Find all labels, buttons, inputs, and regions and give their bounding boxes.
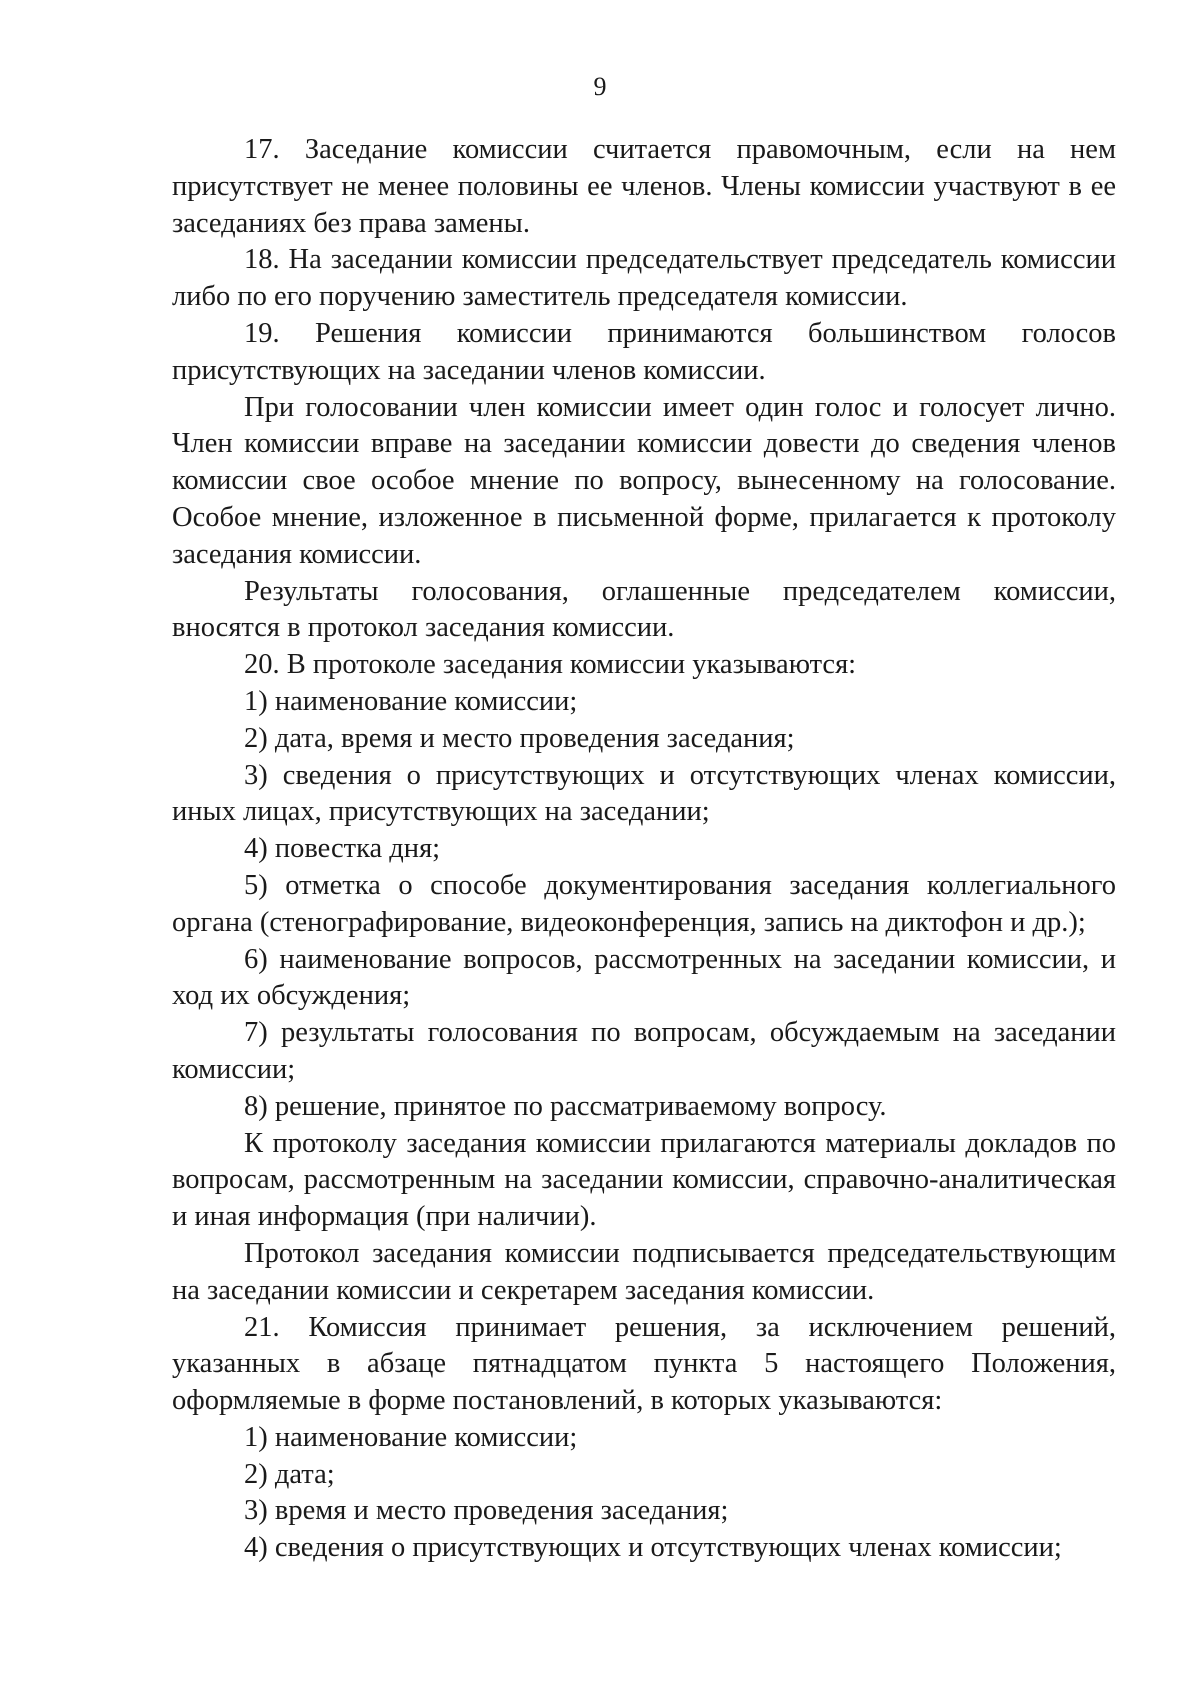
- page-number: 9: [593, 72, 607, 101]
- list-item: 3) время и место проведения заседания;: [244, 1495, 729, 1527]
- list-item: 1) наименование комиссии;: [244, 685, 578, 717]
- paragraph-17: 17. Заседание комиссии считается правомочным, если на нем присутствует не менее половины ее членов. Члены комиссии участвуют в ее заседаниях без права замены.: [172, 134, 1116, 239]
- list-item: 3) сведения о присутствующих и отсутствующих членах комиссии, иных лицах, присутствующих на заседании;: [172, 759, 1116, 828]
- paragraph-voting-results: Результаты голосования, оглашенные председателем комиссии, вносятся в протокол заседания комиссии.: [172, 575, 1116, 644]
- list-item: 5) отметка о способе документирования заседания коллегиального органа (стенографирование, видеоконференция, запись на диктофон и др.);: [172, 869, 1116, 938]
- list-item: 6) наименование вопросов, рассмотренных на заседании комиссии, и ход их обсуждения;: [172, 943, 1116, 1012]
- paragraph-19: 19. Решения комиссии принимаются большинством голосов присутствующих на заседании членов комиссии.: [172, 317, 1116, 386]
- paragraph-20: 20. В протоколе заседания комиссии указываются:: [244, 649, 857, 681]
- paragraph-21: 21. Комиссия принимает решения, за исключением решений, указанных в абзаце пятнадцатом пункта 5 настоящего Положения, оформляемые в форме постановлений, в которых указываются:: [172, 1311, 1116, 1417]
- list-item: 4) повестка дня;: [244, 833, 441, 865]
- paragraph-protocol-attachments: К протоколу заседания комиссии прилагаются материалы докладов по вопросам, рассмотренным на заседании комиссии, справочно-аналитическая и иная информация (при наличии).: [172, 1127, 1116, 1233]
- list-item: 7) результаты голосования по вопросам, обсуждаемым на заседании комиссии;: [172, 1017, 1116, 1085]
- list-item: 4) сведения о присутствующих и отсутствующих членах комиссии;: [244, 1532, 1062, 1564]
- paragraph-voting-rules: При голосовании член комиссии имеет один голос и голосует лично. Член комиссии вправе на заседании комиссии довести до сведения членов комиссии свое особое мнение по вопросу, вынесенному на голосование. Особое мнение, изложенное в письменной форме, прилагается к протоколу заседания комиссии.: [172, 391, 1116, 570]
- paragraph-protocol-signing: Протокол заседания комиссии подписывается председательствующим на заседании комиссии и секретарем заседания комиссии.: [172, 1237, 1116, 1306]
- list-item: 1) наименование комиссии;: [244, 1421, 578, 1453]
- list-item: 2) дата;: [244, 1458, 335, 1490]
- paragraph-18: 18. На заседании комиссии председательствует председатель комиссии либо по его поручению заместитель председателя комиссии.: [172, 244, 1116, 313]
- document-body: [172, 132, 1116, 1567]
- list-item: 2) дата, время и место проведения заседания;: [244, 722, 795, 754]
- list-item: 8) решение, принятое по рассматриваемому вопросу.: [244, 1090, 887, 1122]
